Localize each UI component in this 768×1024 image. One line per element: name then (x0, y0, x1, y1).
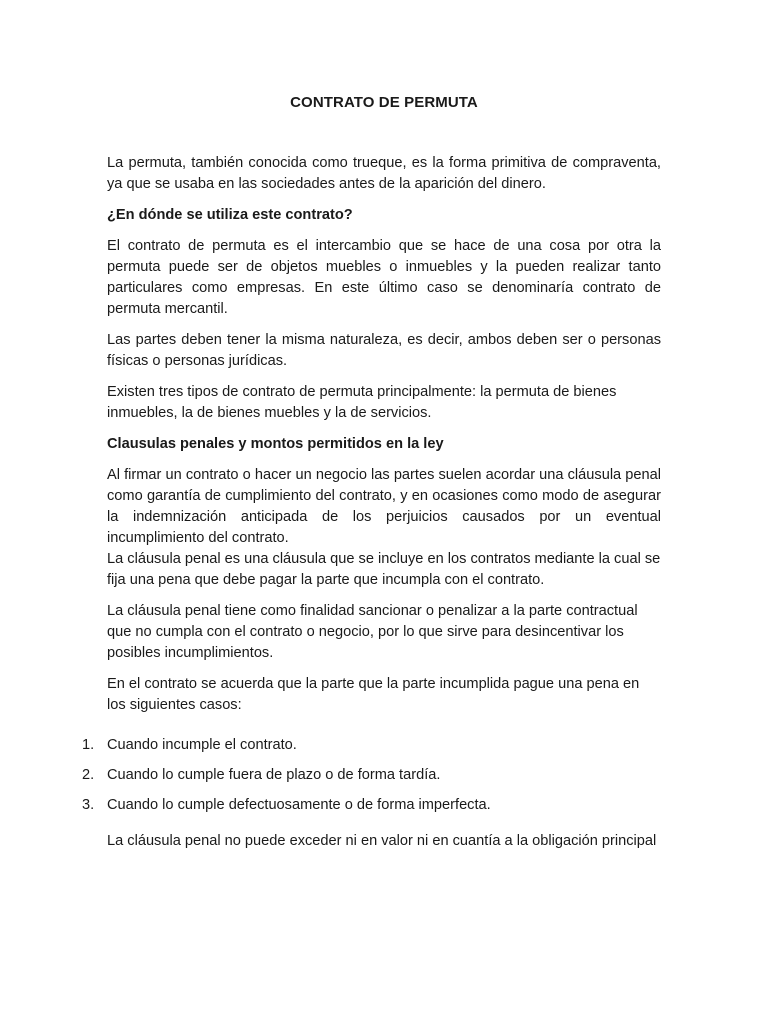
paragraph-definition: El contrato de permuta es el intercambio que se hace de una cosa por otra la permuta puede ser de objetos muebles o inmuebles y la pueden realizar tanto particulares como empresas. En este último caso se denominaría contrato de permuta mercantil. (107, 238, 661, 317)
list-item-text: Cuando lo cumple defectuosamente o de forma imperfecta. (107, 797, 491, 813)
list-item-text: Cuando lo cumple fuera de plazo o de forma tardía. (107, 767, 441, 783)
document-title: CONTRATO DE PERMUTA (290, 94, 478, 111)
document-body (82, 153, 661, 862)
list-item-text: Cuando incumple el contrato. (107, 737, 297, 753)
paragraph-penal-clause-intro: Al firmar un contrato o hacer un negocio las partes suelen acordar una cláusula penal como garantía de cumplimiento del contrato, y en ocasiones como modo de asegurar la indemnización anticipada de los perjuicios causados por un eventual incumplimiento del contrato. (107, 467, 661, 546)
list-item (82, 735, 661, 756)
section-heading-usage: ¿En dónde se utiliza este contrato? (107, 207, 353, 223)
paragraph-penal-clause-definition: La cláusula penal es una cláusula que se incluye en los contratos mediante la cual se fija una pena que debe pagar la parte que incumpla con el contrato. (107, 551, 661, 588)
cases-list (82, 735, 661, 816)
paragraph-parties: Las partes deben tener la misma naturaleza, es decir, ambos deben ser o personas físicas o personas jurídicas. (107, 332, 661, 369)
list-item-number: 2. (82, 767, 95, 783)
section-heading-penalties: Clausulas penales y montos permitidos en la ley (107, 436, 444, 452)
paragraph-limit: La cláusula penal no puede exceder ni en valor ni en cuantía a la obligación principal (107, 833, 657, 849)
list-item-number: 1. (82, 737, 95, 753)
paragraph-types: Existen tres tipos de contrato de permuta principalmente: la permuta de bienes inmuebles, la de bienes muebles y la de servicios. (107, 384, 617, 421)
list-item (82, 795, 661, 816)
list-item (82, 765, 661, 786)
list-item-number: 3. (82, 797, 95, 813)
paragraph-cases-intro: En el contrato se acuerda que la parte que la parte incumplida pague una pena en los siguientes casos: (107, 676, 640, 713)
paragraph-penal-clause-purpose: La cláusula penal tiene como finalidad sancionar o penalizar a la parte contractual que no cumpla con el contrato o negocio, por lo que sirve para desincentivar los posibles incumplimientos. (107, 603, 638, 661)
intro-paragraph: La permuta, también conocida como trueque, es la forma primitiva de compraventa, ya que se usaba en las sociedades antes de la aparición del dinero. (107, 155, 661, 192)
